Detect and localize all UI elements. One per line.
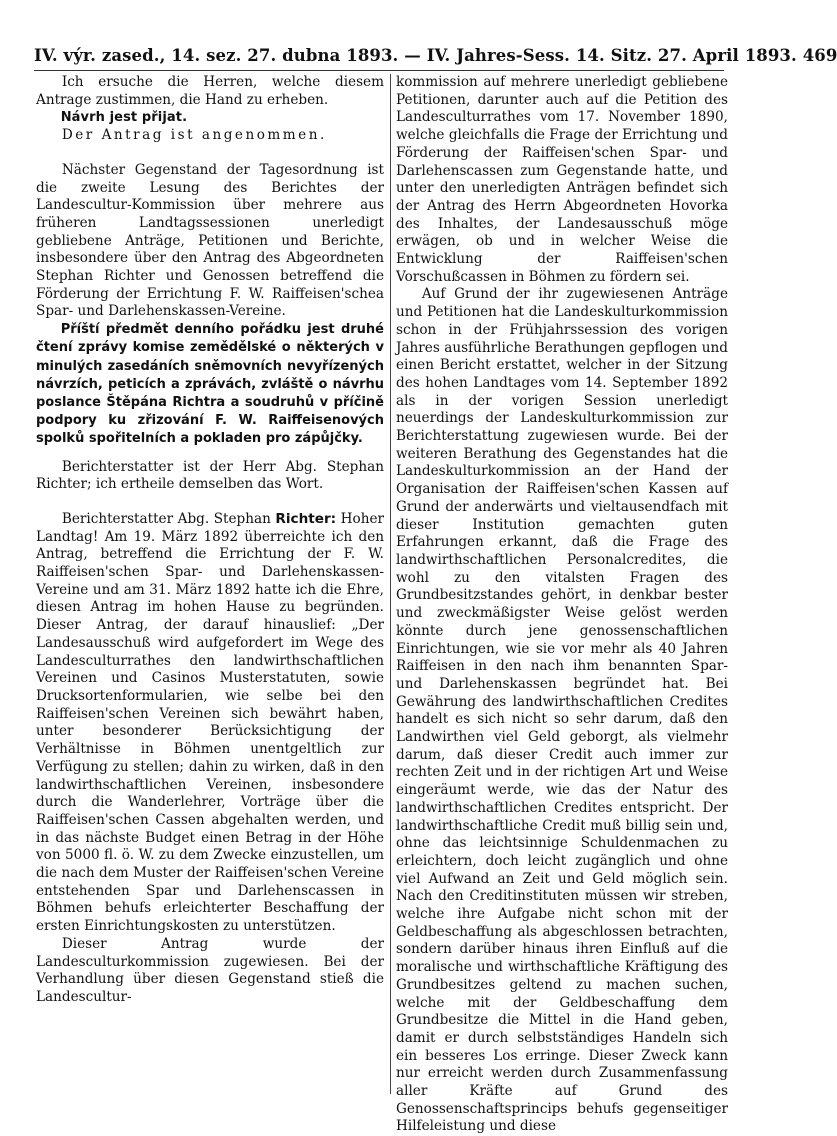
speech-intro: Berichterstatter Abg. Stephan bbox=[61, 510, 271, 527]
speech-paragraph bbox=[36, 511, 384, 936]
german-result: Der Antrag ist angenommen. bbox=[61, 127, 327, 144]
paragraph: kommission auf mehrere unerledigt gebliebene Petitionen, darunter auch auf die Petition des Landesculturrathes vom 17. November 1890, welche gleichfalls die Frage der Errichtung und Förderung der Raiffeisen'schen Spar- und Darlehenscassen zum Gegenstande hatte, und unter den unerledigten Anträgen befindet sich der Antrag des Herrn Abgeordneten Hovorka des Inhaltes, der Landesausschuß möge erwägen, ob und in welcher Weise die Entwicklung der Raiffeisen'schen Vorschußcassen in Böhmen zu fördern sei. bbox=[396, 74, 728, 285]
speaker-name: Richter: bbox=[275, 510, 337, 527]
paragraph: Berichterstatter ist der Herr Abg. Stephan Richter; ich ertheile demselben das Wort. bbox=[36, 458, 384, 493]
czech-paragraph: Příští předmět denního pořádku jest druhé čtení zprávy komise zemědělské o některých v minulých zasedáních sněmovních nevyřízených návrzích, peticích a zprávách, zvláště o návrhu poslance Štěpána Richtra a soudruhů v příčině podpory ku zřizování F. W. Raiffeisenových spolků spořitelních a pokladen pro zápůjčky. bbox=[36, 322, 384, 447]
paragraph: Auf Grund der ihr zugewiesenen Anträge und Petitionen hat die Landeskulturkommission schon in der Frühjahrssession des vorigen Jahres ausführliche Berathungen gepflogen und einen Bericht erstattet, welcher in der Sitzung des hohen Landtages vom 14. September 1892 als in der vorigen Session unerledigt neuerdings der Landeskulturkommission zur Berichterstattung zugewiesen wurde. Bei der weiteren Berathung des Gegenstandes hat die Landeskulturkommission an der Hand der Organisation der Raiffeisen'schen Kassen auf Grund der anderwärts und vieltausendfach mit dieser Institution gemachten guten Erfahrungen erkannt, daß die Frage des landwirthschaftlichen Personalcredites, die wohl zu den vitalsten Fragen des Grundbesitzstandes gehört, in denkbar bester und zweckmäßigster Weise gelöst werden könnte durch jene genossenschaftlichen Einrichtungen, wie sie vor mehr als 40 Jahren Raiffeisen in den nach ihm benannten Spar- und Darlehenskassen begründet hat. Bei Gewährung des landwirthschaftlichen Credites handelt es sich nicht so sehr darum, daß den Landwirthen viel Geld geborgt, als vielmehr darum, daß dieser Credit auch immer zur rechten Zeit und in der richtigen Art und Weise eingeräumt werde, wie das der Natur des landwirthschaftlichen Credites entspricht. Der landwirthschaftliche Credit muß billig sein und, ohne das leichtsinnige Schuldenmachen zu erleichtern, doch leicht zugänglich und ohne viel Aufwand an Zeit und Geld möglich sein. Nach den Creditinstituten müssen wir streben, welche ihre Aufgabe nicht schon mit der Geldbeschaffung als abgeschlossen betrachten, sondern darüber hinaus ihren Einfluß auf die moralische und wirthschaftliche Kräftigung des Grundbesitzes geltend zu machen suchen, welche mit der Geldbeschaffung dem Grundbesitze die Mittel in die Hand geben, damit er durch selbstständiges Handeln sich ein besseres Los erringe. Dieser Zweck kann nur erreicht werden durch Zusammenfassung aller Kräfte auf Grund des Genossenschaftsprincips behufs gegenseitiger Hilfeleistung und diese bbox=[396, 286, 728, 1135]
column-divider bbox=[390, 74, 391, 1094]
speech-text: Hoher Landtag! Am 19. März 1892 überreichte ich den Antrag, betreffend die Errichtung der F. W. Raiffeisen'schen Spar- und Darlehenskassen-Vereine und am 31. März 1892 hatte ich die Ehre, diesen Antrag im hohen Hause zu begründen. Dieser Antrag, der darauf hinauslief: „Der Landesausschuß wird aufgefordert im Wege des Landesculturrathes den landwirthschaftlichen Vereinen und Casinos Musterstatuten, sowie Drucksortenformularien, wie selbe bei den Raiffeisen'schen Vereinen sich bewährt haben, unter besonderer Berücksichtigung der Verhältnisse in Böhmen unentgeltlich zur Verfügung zu stellen; dahin zu wirken, daß in den landwirthschaftlichen Vereinen, insbesondere durch die Wanderlehrer, Vorträge über die Raiffeisen'schen Cassen abgehalten werden, und in das nächste Budget einen Betrag in der Höhe von 5000 fl. ö. W. zu dem Zwecke einzustellen, um die nach dem Muster der Raiffeisen'schen Vereine entstehenden Spar und Darlehenscassen in Böhmen behufs erleichterter Beschaffung der ersten Einrichtungskosten zu unterstützen. bbox=[36, 510, 385, 935]
paragraph: Dieser Antrag wurde der Landesculturkommission zugewiesen. Bei der Verhandlung über diesen Gegenstand stieß die Landescultur- bbox=[36, 935, 384, 1005]
czech-result: Návrh jest přijat. bbox=[60, 110, 188, 126]
page-header: IV. výr. zased., 14. sez. 27. dubna 1893. — IV. Jahres-Sess. 14. Sitz. 27. April 1893. 469 bbox=[34, 46, 837, 65]
right-column bbox=[396, 74, 728, 1135]
paragraph: Ich ersuche die Herren, welche diesem Antrage zustimmen, die Hand zu erheben. bbox=[36, 74, 384, 108]
left-column bbox=[36, 74, 384, 1114]
paragraph: Nächster Gegenstand der Tagesordnung ist die zweite Lesung des Berichtes der Landescultur-Kommission über mehrere aus früheren Landtagssessionen unerledigt gebliebene Anträge, Petitionen und Berichte, insbesondere über den Antrag des Abgeordneten Stephan Richter und Genossen betreffend die Förderung der Errichtung F. W. Raiffeisen'schea Spar- und Darlehenskassen-Vereine. bbox=[36, 161, 384, 320]
header-rule bbox=[34, 70, 724, 71]
